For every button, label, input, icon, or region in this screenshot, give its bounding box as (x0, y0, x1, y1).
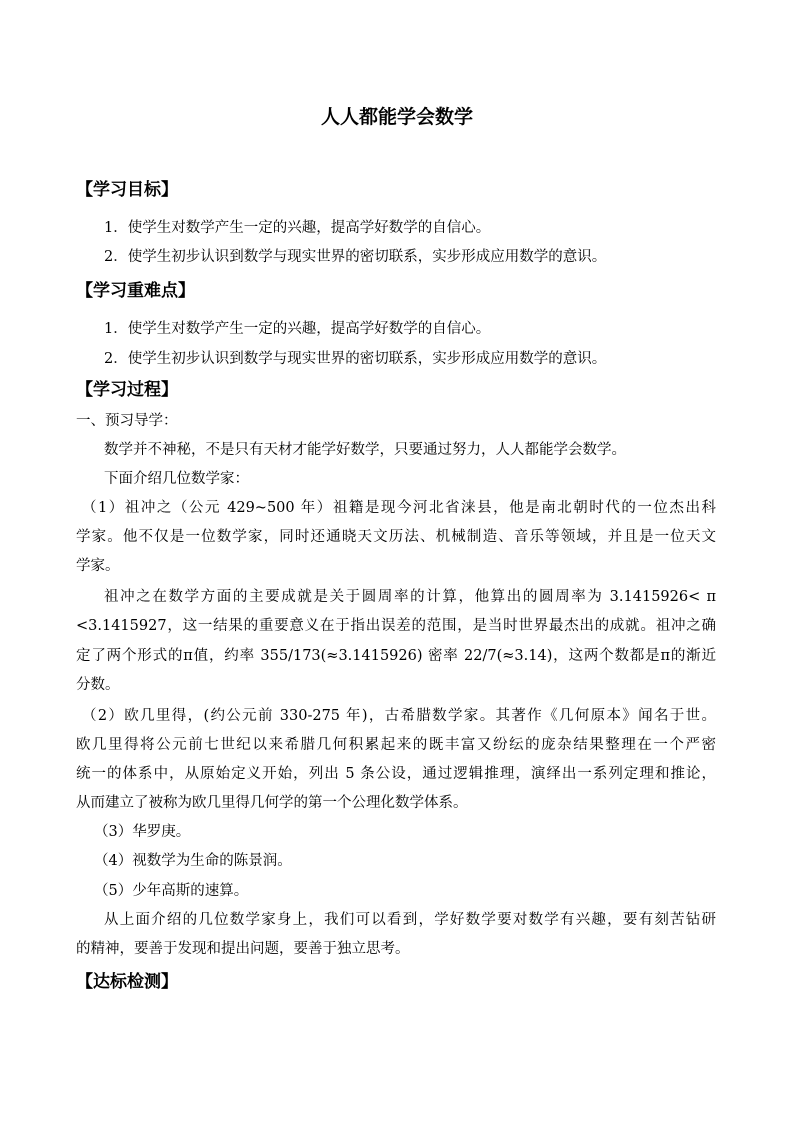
mathematician-item: （3）华罗庚。 (94, 824, 191, 840)
zu-pi-paragraph-line: 定了两个形式的π值，约率 355/173(≈3.1415926) 密率 22/7(≈3.14)，这两个数都是π的渐近 (76, 648, 716, 664)
key-point-item: 1．使学生对数学产生一定的兴趣，提高学好数学的自信心。 (104, 321, 491, 337)
zu-chongzhi-paragraph-line: 学家。他不仅是一位数学家，同时还通晓天文历法、机械制造、音乐等领域，并且是一位天文 (76, 529, 716, 545)
zu-pi-paragraph-line: <3.1415927，这一结果的重要意义在于指出误差的范围，是当时世界最杰出的成就。祖冲之确 (76, 618, 716, 634)
zu-chongzhi-paragraph-line: （1）祖冲之（公元 429~500 年）祖籍是现今河北省涞县，他是南北朝时代的一位杰出科 (82, 500, 716, 516)
intro-paragraph: 下面介绍几位数学家： (104, 471, 249, 487)
euclid-paragraph-line: 欧几里得将公元前七世纪以来希腊几何积累起来的既丰富又纷纭的庞杂结果整理在一个严密 (76, 737, 716, 753)
assessment-heading: 【达标检测】 (76, 972, 178, 992)
zu-pi-paragraph-line: 祖冲之在数学方面的主要成就是关于圆周率的计算，他算出的圆周率为 3.1415926< π (104, 589, 716, 605)
mathematician-item: （4）视数学为生命的陈景润。 (94, 853, 292, 869)
zu-pi-paragraph-line: 分数。 (76, 677, 120, 693)
process-heading: 【学习过程】 (76, 380, 178, 400)
euclid-paragraph-line: 统一的体系中，从原始定义开始，列出 5 条公设，通过逻辑推理，演绎出一系列定理和推论， (76, 766, 716, 782)
summary-paragraph-line: 的精神，要善于发现和提出问题，要善于独立思考。 (76, 941, 410, 957)
intro-paragraph: 数学并不神秘，不是只有天材才能学好数学，只要通过努力，人人都能学会数学。 (104, 442, 626, 458)
objective-item: 2．使学生初步认识到数学与现实世界的密切联系，实步形成应用数学的意识。 (104, 249, 607, 265)
objective-item: 1．使学生对数学产生一定的兴趣，提高学好数学的自信心。 (104, 220, 491, 236)
mathematician-item: （5）少年高斯的速算。 (94, 883, 249, 899)
key-points-heading: 【学习重难点】 (76, 281, 195, 301)
euclid-paragraph-line: （2）欧几里得，(约公元前 330-275 年)，古希腊数学家。其著作《几何原本》闻名于世。 (82, 708, 716, 724)
objectives-heading: 【学习目标】 (76, 180, 178, 200)
preview-subheading: 一、预习导学： (76, 413, 178, 429)
key-point-item: 2．使学生初步认识到数学与现实世界的密切联系，实步形成应用数学的意识。 (104, 351, 607, 367)
document-title: 人人都能学会数学 (320, 106, 473, 128)
euclid-paragraph-line: 从而建立了被称为欧几里得几何学的第一个公理化数学体系。 (76, 795, 468, 811)
zu-chongzhi-paragraph-line: 学家。 (76, 558, 120, 574)
summary-paragraph-line: 从上面介绍的几位数学家身上，我们可以看到，学好数学要对数学有兴趣，要有刻苦钻研 (104, 912, 716, 928)
